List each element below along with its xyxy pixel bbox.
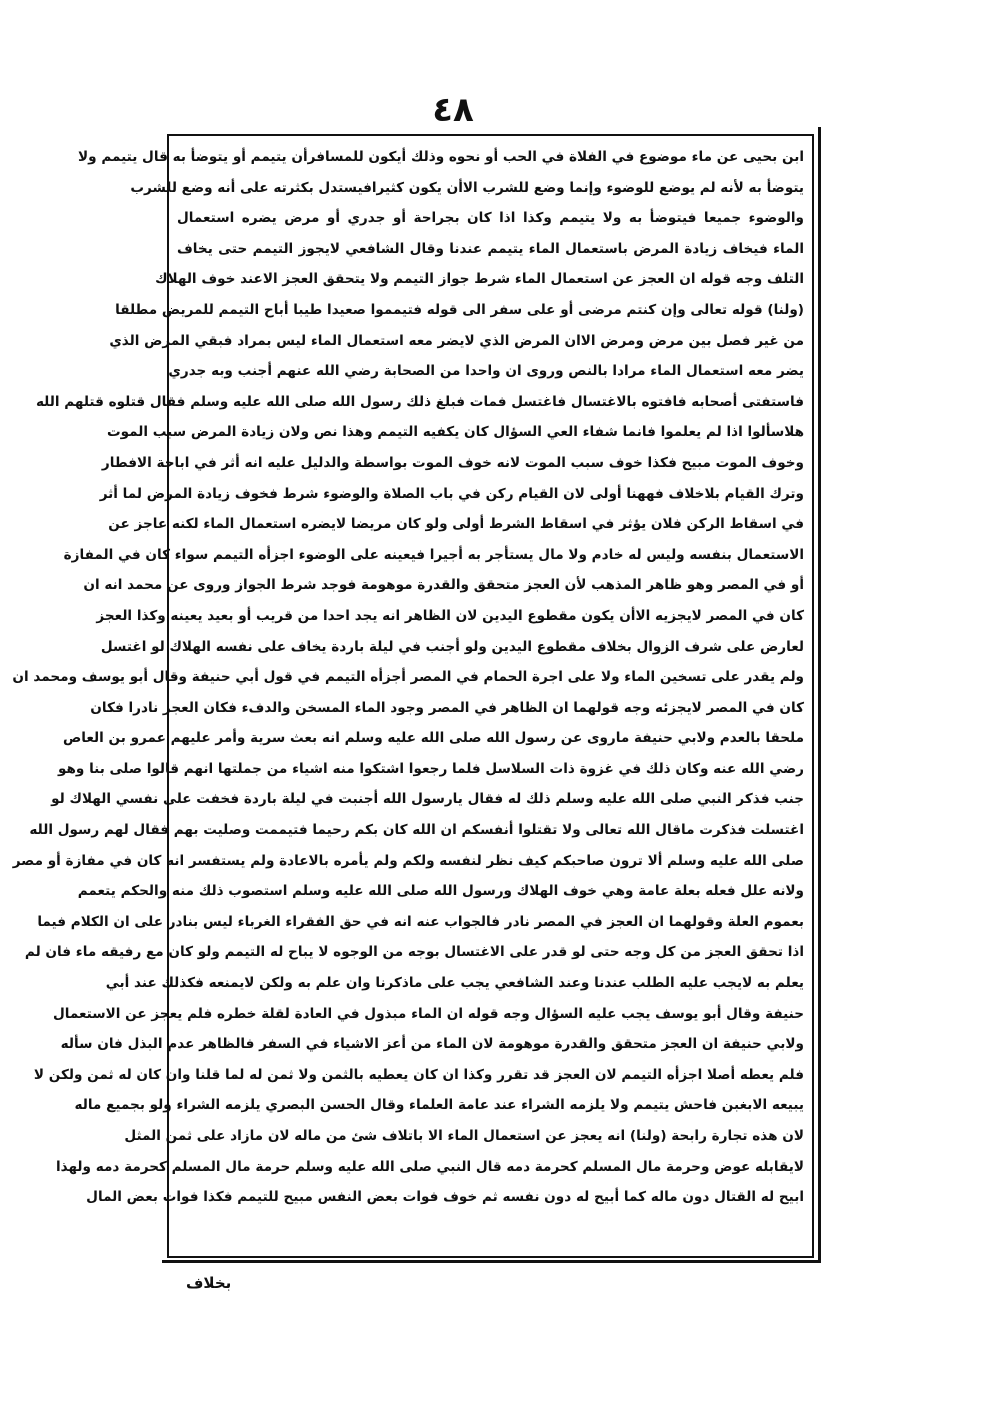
main-text xyxy=(12,142,804,1250)
text-line: وترك القيام بلاخلاف فههنا أولى لان القيام ركن في باب الصلاة والوضوء شرط فخوف زيادة المرض لما أثر xyxy=(99,485,804,502)
text-line: هلاسألوا اذا لم يعلموا فانما شفاء العي السؤال كان يكفيه التيمم وهذا نص ولان زيادة المرض سبب الموت xyxy=(106,424,804,441)
text-line: (ولنا) قوله تعالى وإن كنتم مرضى أو على سفر الى قوله فتيمموا صعيدا طيبا أباح التيمم للمريض مطلقا xyxy=(115,301,804,318)
text-line: ابن بحيى عن ماء موضوع في الفلاة في الحب أو نحوه وذلك أيكون للمسافرأن يتيمم أو يتوضأ به قال يتيمم ولا xyxy=(78,149,804,165)
text-line: التلف وجه قوله ان العجز عن استعمال الماء شرط جواز التيمم ولا يتحقق العجز الاعند خوف الهلاك xyxy=(155,271,804,288)
text-line: في اسقاط الركن فلان يؤثر في اسقاط الشرط أولى ولو كان مريضا لايضره استعمال الماء لكنه عاجز عن xyxy=(108,516,804,533)
text-line: ولابي حنيفة ان العجز متحقق والقدرة موهومة لان الماء من أعز الاشياء في السفر فالظاهر عدم البذل فان سأله xyxy=(60,1036,804,1053)
page-number: ٤٨ xyxy=(432,90,474,130)
text-line: لان هذه تجارة رابحة (ولنا) انه يعجز عن استعمال الماء الا باتلاف شئ من ماله لان مازاد على ثمن المثل xyxy=(124,1128,804,1144)
text-line: لايقابله عوض وحرمة مال المسلم كحرمة دمه قال النبي صلى الله عليه وسلم حرمة مال المسلم كحرمة دمه ولهذا xyxy=(55,1158,804,1175)
text-line: فاستفتى أصحابه فافتوه بالاغتسال فاغتسل فمات فبلغ ذلك رسول الله صلى الله عليه وسلم فقال قتلوه قتلهم الله xyxy=(35,393,804,410)
text-line: ابيح له القتال دون ماله كما أبيح له دون نفسه ثم خوف فوات بعض النفس مبيح للتيمم فكذا فوات بعض المال xyxy=(86,1189,804,1206)
text-line: بعموم العلة وقولهما ان العجز في المصر نادر فالجواب عنه انه في حق الفقراء الغرباء ليس بنادر على ان الكلام فيما xyxy=(37,913,804,930)
text-line: كان في المصر لايجزئه وجه قولهما ان الظاهر في المصر وجود الماء المسخن والدفء فكان العجز نادرا فكان xyxy=(90,699,804,716)
text-line: يضر معه استعمال الماء مرادا بالنص وروى ان واحدا من الصحابة رضي الله عنهم أجنب وبه جدري xyxy=(168,363,804,380)
text-line: اذا تحقق العجز من كل وجه حتى لو قدر على الاغتسال بوجه من الوجوه لا يباح له التيمم ولو كان مع رفيقه ماء فان لم xyxy=(24,944,804,961)
text-line: والوضوء جميعا فيتوضأ به ولا يتيمم وكذا اذا كان بجراحة أو جدري أو مرض يضره استعمال xyxy=(177,210,804,227)
text-line: فلم يعطه أصلا اجزأه التيمم لان العجز قد تقرر وكذا ان كان يعطيه بالثمن ولا ثمن له لما قلنا وان كان له ثمن ولكن لا xyxy=(33,1066,804,1083)
text-line: يبيعه الابغبن فاحش يتيمم ولا يلزمه الشراء عند عامة العلماء وقال الحسن البصري يلزمه الشراء ولو بجميع ماله xyxy=(74,1097,804,1114)
text-line: من غير فصل بين مرض ومرض الاان المرض الذي لايضر معه استعمال الماء ليس بمراد فبقي المرض الذي xyxy=(109,332,804,349)
text-line: رضي الله عنه وكان ذلك في غزوة ذات السلاسل فلما رجعوا اشتكوا منه اشياء من جملتها انهم قالوا صلى بنا وهو xyxy=(57,760,804,777)
text-line: صلى الله عليه وسلم ألا ترون صاحبكم كيف نظر لنفسه ولكم ولم يأمره بالاعادة ولم يستفسر انه كان في مفازة أو مصر xyxy=(12,852,804,869)
text-line: لعارض على شرف الزوال بخلاف مقطوع اليدين ولو أجنب في ليلة باردة يخاف على نفسه الهلاك لو اغتسل xyxy=(100,638,804,655)
catchword: بخلاف xyxy=(186,1274,232,1292)
text-line: كان في المصر لايجزيه الاأن يكون مقطوع اليدين لان الظاهر انه يجد احدا من قريب أو بعيد يعينه وكذا العجز xyxy=(96,607,804,624)
text-line: الاستعمال بنفسه وليس له خادم ولا مال يستأجر به أجيرا فيعينه على الوضوء اجزأه التيمم سواء كان في المفازة xyxy=(63,546,804,563)
text-frame xyxy=(12,134,814,1258)
text-line: وخوف الموت مبيح فكذا خوف سبب الموت لانه خوف الموت بواسطة والدليل عليه انه أثر في اباحة الافطار xyxy=(101,454,804,471)
text-line: اغتسلت فذكرت ماقال الله تعالى ولا تقتلوا أنفسكم ان الله كان بكم رحيما فتيممت وصليت بهم فقال لهم رسول الله xyxy=(29,822,804,839)
text-line: أو في المصر وهو ظاهر المذهب لأن العجز متحقق والقدرة موهومة فوجد شرط الجواز وروى عن محمد انه ان xyxy=(83,577,804,594)
text-line: جنب فذكر النبي صلى الله عليه وسلم ذلك له فقال يارسول الله أجنبت في ليلة باردة فخفت على نفسي الهلاك لو xyxy=(51,791,804,808)
text-line: الماء فيخاف زيادة المرض باستعمال الماء يتيمم عندنا وقال الشافعي لايجوز التيمم حتى يخاف xyxy=(177,240,804,257)
text-line: ملحقا بالعدم ولابي حنيفة ماروى عن رسول الله صلى الله عليه وسلم انه بعث سرية وأمر عليهم عمرو بن العاص xyxy=(62,730,804,747)
text-line: يتوضأ به لأنه لم يوضع للوضوء وإنما وضع للشرب الاأن يكون كثيرافيستدل بكثرته على أنه وضع للشرب xyxy=(130,179,804,196)
text-line: يعلم به لايجب عليه الطلب عندنا وعند الشافعي يجب على ماذكرنا وان علم به ولكن لايمنعه فكذلك عند أبي xyxy=(105,975,804,992)
text-line: ولانه علل فعله بعلة عامة وهي خوف الهلاك ورسول الله صلى الله عليه وسلم استصوب ذلك منه والحكم يتعمم xyxy=(77,883,804,900)
text-line: حنيفة وقال أبو يوسف يجب عليه السؤال وجه قوله ان الماء مبذول في العادة لقلة خطره فلم يعجز عن الاستعمال xyxy=(52,1005,804,1022)
text-line: ولم يقدر على تسخين الماء ولا على اجرة الحمام في المصر أجزأه التيمم في قول أبي حنيفة وقال أبو يوسف ومحمد ان xyxy=(12,669,804,686)
